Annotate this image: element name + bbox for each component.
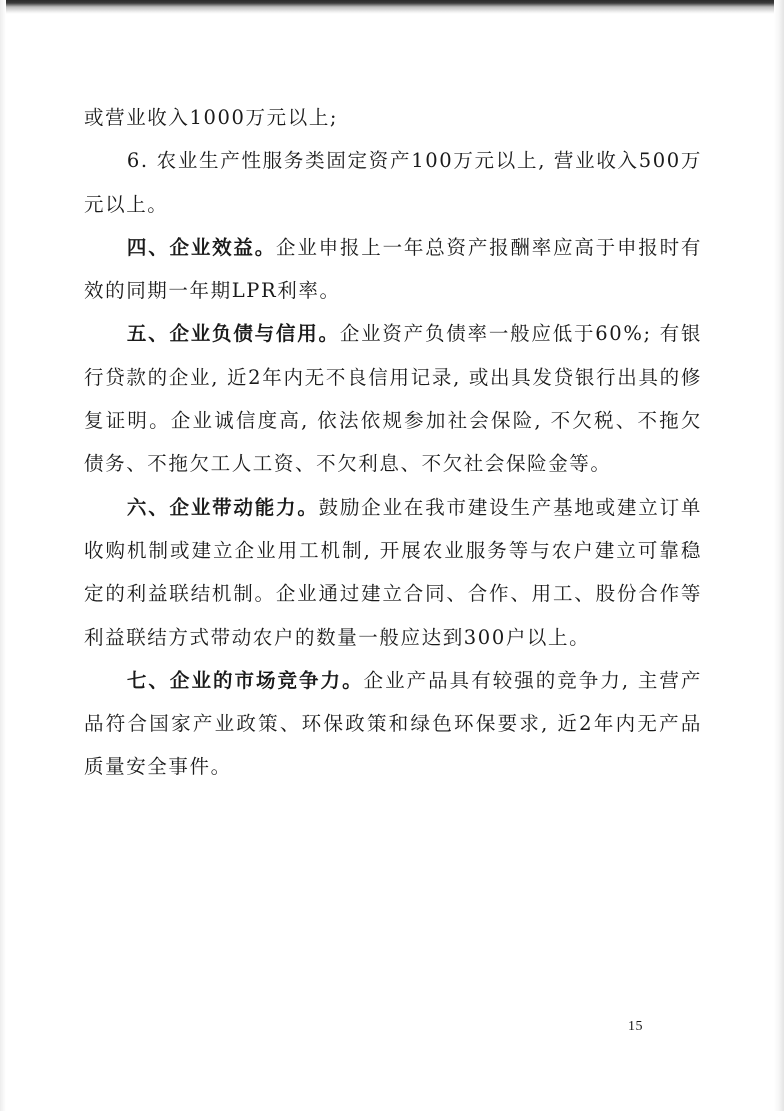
paragraph-text: 企业资产负债率一般应低于60%; 有银行贷款的企业, 近2年内无不良信用记录, 或出具发贷银行出具的修复证明。企业诚信度高, 依法依规参加社会保险, 不欠税、不拖欠债务、不拖欠工人工资、不欠利息、不欠社会保险金等。 [84, 322, 702, 476]
paragraph-debt-credit [84, 312, 702, 485]
paragraph-driving-capacity [84, 486, 702, 659]
paragraph-market-competitiveness [84, 659, 702, 789]
paragraph-continuation [84, 96, 702, 139]
paragraph-item-6 [84, 139, 702, 226]
section-heading: 四、企业效益。 [126, 235, 277, 259]
section-heading: 七、企业的市场竞争力。 [126, 668, 364, 692]
scan-shadow-right [774, 0, 784, 1111]
paragraph-text: 鼓励企业在我市建设生产基地或建立订单收购机制或建立企业用工机制, 开展农业服务等与农户建立可靠稳定的利益联结机制。企业通过建立合同、合作、用工、股份合作等利益联结方式带动农户的数量一般应达到300户以上。 [84, 495, 702, 649]
scan-shadow-left [0, 0, 6, 1111]
document-body [84, 96, 702, 789]
paragraph-text: 或营业收入1000万元以上; [84, 106, 339, 129]
paragraph-text: 企业产品具有较强的竞争力, 主营产品符合国家产业政策、环保政策和绿色环保要求, 近2年内无产品质量安全事件。 [84, 668, 702, 779]
scan-shadow-top [0, 0, 784, 14]
paragraph-text: 企业申报上一年总资产报酬率应高于申报时有效的同期一年期LPR利率。 [84, 235, 702, 303]
paragraph-enterprise-benefit [84, 226, 702, 313]
section-heading: 五、企业负债与信用。 [126, 322, 340, 346]
page-number: 15 [628, 1019, 643, 1034]
section-heading: 六、企业带动能力。 [126, 495, 319, 519]
paragraph-text: 6. 农业生产性服务类固定资产100万元以上, 营业收入500万元以上。 [84, 149, 702, 216]
